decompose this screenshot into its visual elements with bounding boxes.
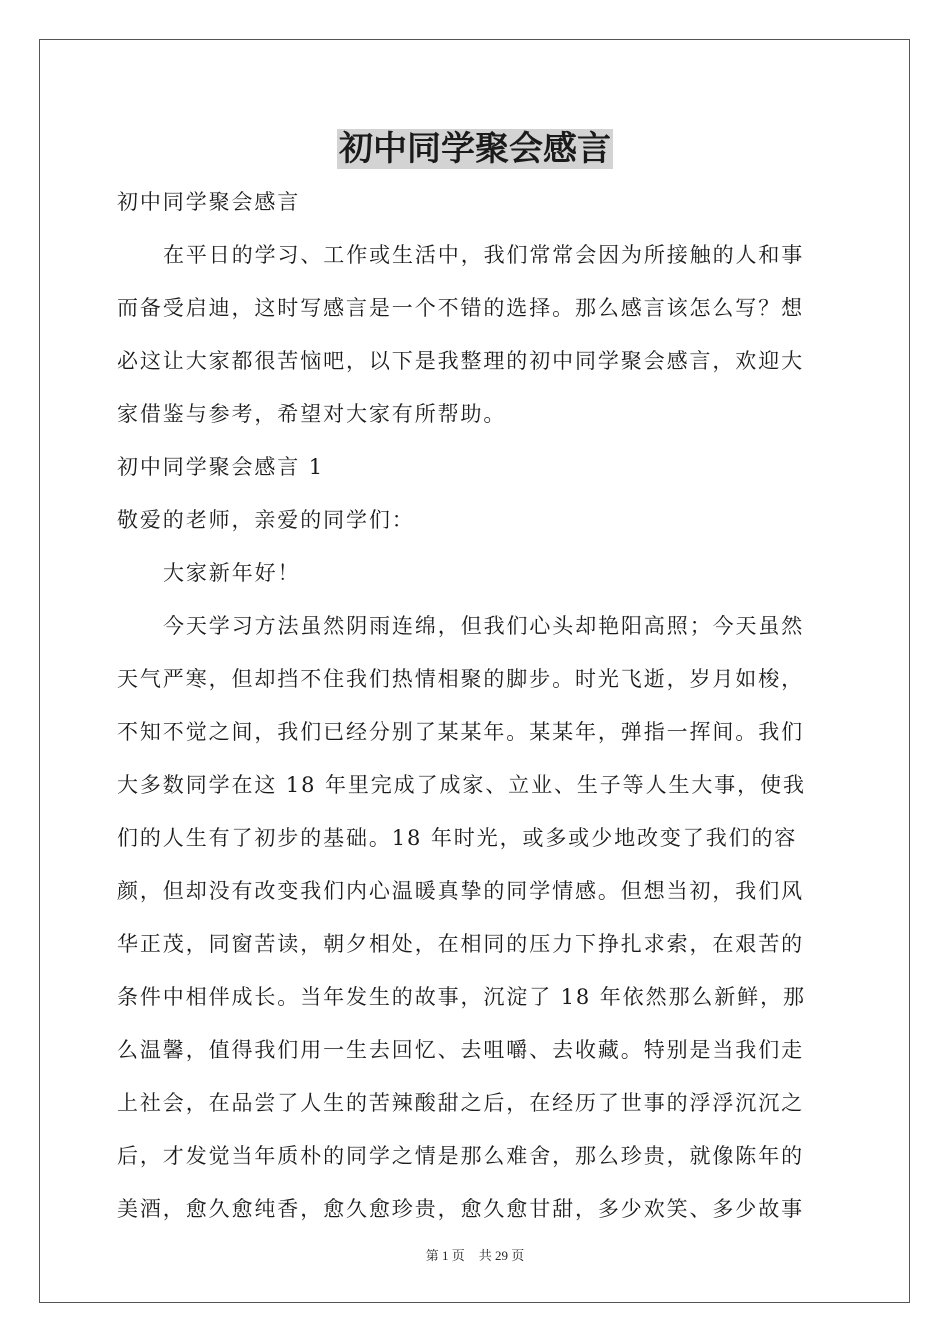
body-line: 大家新年好！ xyxy=(163,561,301,585)
body-line: 必这让大家都很苦恼吧，以下是我整理的初中同学聚会感言，欢迎大 xyxy=(117,349,804,373)
body-line: 们的人生有了初步的基础。18 年时光，或多或少地改变了我们的容 xyxy=(117,826,798,850)
body-line: 敬爱的老师，亲爱的同学们： xyxy=(117,508,415,532)
body-line: 条件中相伴成长。当年发生的故事，沉淀了 18 年依然那么新鲜，那 xyxy=(117,985,806,1009)
body-line: 在平日的学习、工作或生活中，我们常常会因为所接触的人和事 xyxy=(163,243,805,267)
body-line: 不知不觉之间，我们已经分别了某某年。某某年，弹指一挥间。我们 xyxy=(117,720,804,744)
document-title xyxy=(0,126,950,172)
body-line: 华正茂，同窗苦读，朝夕相处，在相同的压力下挣扎求索，在艰苦的 xyxy=(117,932,804,956)
page-footer xyxy=(0,1245,950,1264)
body-line: 家借鉴与参考，希望对大家有所帮助。 xyxy=(117,402,507,426)
body-line: 今天学习方法虽然阴雨连绵，但我们心头却艳阳高照；今天虽然 xyxy=(163,614,805,638)
page-number: 第 1 页 xyxy=(425,1248,465,1263)
body-line: 上社会，在品尝了人生的苦辣酸甜之后，在经历了世事的浮浮沉沉之 xyxy=(117,1091,804,1115)
body-line: 大多数同学在这 18 年里完成了成家、立业、生子等人生大事，使我 xyxy=(117,773,806,797)
body-line: 天气严寒，但却挡不住我们热情相聚的脚步。时光飞逝，岁月如梭， xyxy=(117,667,804,691)
document-body xyxy=(117,176,835,1236)
page-total: 共 29 页 xyxy=(478,1248,525,1263)
body-line: 初中同学聚会感言 xyxy=(117,190,301,214)
body-line: 颜，但却没有改变我们内心温暖真挚的同学情感。但想当初，我们风 xyxy=(117,879,804,903)
document-title-text: 初中同学聚会感言 xyxy=(339,129,611,169)
body-line: 而备受启迪，这时写感言是一个不错的选择。那么感言该怎么写？想 xyxy=(117,296,804,320)
body-line: 么温馨，值得我们用一生去回忆、去咀嚼、去收藏。特别是当我们走 xyxy=(117,1038,804,1062)
body-line: 后，才发觉当年质朴的同学之情是那么难舍，那么珍贵，就像陈年的 xyxy=(117,1144,804,1168)
section-heading: 初中同学聚会感言 1 xyxy=(117,455,325,479)
body-line: 美酒，愈久愈纯香，愈久愈珍贵，愈久愈甘甜，多少欢笑、多少故事 xyxy=(117,1197,804,1221)
